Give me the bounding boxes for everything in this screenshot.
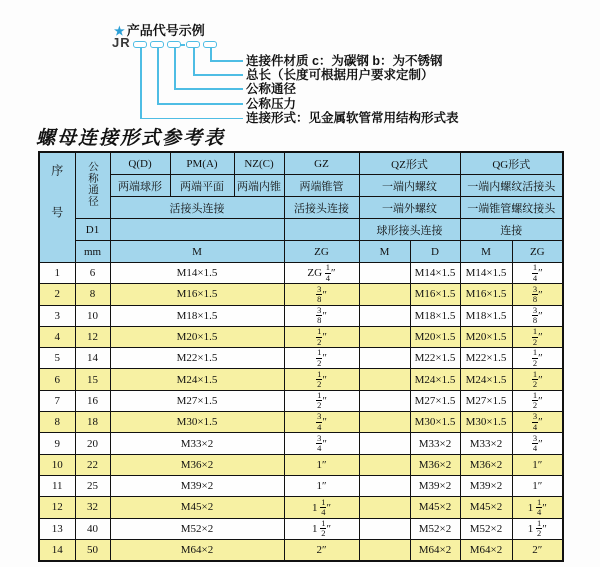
- connector-line: [157, 48, 159, 104]
- cell-qg-zg: $\frac{1}{2}$ ″: [512, 390, 563, 411]
- cell-mm: 25: [75, 475, 110, 496]
- cell-mm: 40: [75, 518, 110, 539]
- cell-gz: $\frac{3}{8}$ ″: [284, 284, 359, 305]
- header-qg-row3: 一端锥管螺纹接头: [460, 197, 563, 219]
- table-row: [39, 412, 563, 433]
- cell-qg-zg: $\frac{3}{8}$ ″: [512, 284, 563, 305]
- cell-m-thread: M39×2: [110, 475, 284, 496]
- cell-gz: $\frac{3}{8}$ ″: [284, 305, 359, 326]
- cell-gz: 1″: [284, 454, 359, 475]
- cell-qz-m: [359, 390, 410, 411]
- cell-qz-m: [359, 518, 410, 539]
- cell-qg-zg: $\frac{3}{4}$ ″: [512, 433, 563, 454]
- table-row: [39, 348, 563, 369]
- cell-gz: 1 $\frac{1}{2}$ ″: [284, 518, 359, 539]
- diagram-title-text: 产品代号示例: [126, 23, 205, 38]
- code-label-length: 总长（长度可根据用户要求定制）: [246, 68, 434, 82]
- cell-qz-m: [359, 305, 410, 326]
- cell-qg-m: M36×2: [460, 454, 512, 475]
- cell-qz-d: M64×2: [410, 539, 460, 561]
- header-qz-row2: 一端内螺纹: [359, 175, 460, 197]
- cell-qz-m: [359, 412, 410, 433]
- cell-qz-d: M22×1.5: [410, 348, 460, 369]
- table-row: [39, 369, 563, 390]
- table-row: [39, 305, 563, 326]
- code-box: [133, 41, 147, 48]
- cell-mm: 15: [75, 369, 110, 390]
- connector-line: [157, 103, 243, 105]
- cell-qg-zg: $\frac{1}{2}$ ″: [512, 348, 563, 369]
- cell-gz: $\frac{1}{2}$ ″: [284, 390, 359, 411]
- header-qg-row2: 一端内螺纹活接头: [460, 175, 563, 197]
- header-seq-label: 序号: [49, 164, 64, 248]
- connector-line: [140, 118, 243, 120]
- cell-qz-m: [359, 326, 410, 347]
- connector-line: [140, 48, 142, 119]
- header-code-gz: GZ: [284, 152, 359, 175]
- cell-qz-d: M30×1.5: [410, 412, 460, 433]
- header-code-nzc: NZ(C): [234, 152, 284, 175]
- cell-qz-d: M14×1.5: [410, 263, 460, 284]
- code-label-pressure: 公称压力: [246, 97, 297, 111]
- cell-mm: 20: [75, 433, 110, 454]
- cell-m-thread: M22×1.5: [110, 348, 284, 369]
- cell-m-thread: M14×1.5: [110, 263, 284, 284]
- cell-gz: 2″: [284, 539, 359, 561]
- cell-qz-m: [359, 539, 410, 561]
- connector-line: [193, 74, 243, 76]
- cell-qg-m: M20×1.5: [460, 326, 512, 347]
- cell-qz-d: M33×2: [410, 433, 460, 454]
- header-qg-zg: ZG: [512, 241, 563, 263]
- nut-connection-table: [38, 151, 564, 562]
- header-m: M: [110, 241, 284, 263]
- header-mm: mm: [75, 241, 110, 263]
- cell-qg-m: M22×1.5: [460, 348, 512, 369]
- cell-gz: ZG $\frac{1}{4}$ ″: [284, 263, 359, 284]
- cell-seq: 6: [39, 369, 75, 390]
- cell-mm: 16: [75, 390, 110, 411]
- header-seq: [39, 152, 75, 263]
- cell-qz-m: [359, 454, 410, 475]
- code-label-material: 连接件材质 c：为碳钢 b：为不锈钢: [246, 54, 443, 68]
- cell-m-thread: M52×2: [110, 518, 284, 539]
- cell-seq: 8: [39, 412, 75, 433]
- cell-qg-zg: 1 $\frac{1}{4}$ ″: [512, 497, 563, 518]
- cell-m-thread: M24×1.5: [110, 369, 284, 390]
- cell-seq: 9: [39, 433, 75, 454]
- cell-qg-m: M30×1.5: [460, 412, 512, 433]
- connector-line: [174, 48, 176, 89]
- code-dash: [180, 44, 185, 46]
- cell-m-thread: M64×2: [110, 539, 284, 561]
- code-box: [150, 41, 164, 48]
- connector-line: [210, 60, 243, 62]
- cell-seq: 10: [39, 454, 75, 475]
- header-qg-row4: 连接: [460, 219, 563, 241]
- cell-qg-m: M52×2: [460, 518, 512, 539]
- cell-mm: 12: [75, 326, 110, 347]
- cell-qz-m: [359, 369, 410, 390]
- header-desc-qd: 两端球形: [110, 175, 170, 197]
- cell-qz-m: [359, 284, 410, 305]
- cell-qz-d: M39×2: [410, 475, 460, 496]
- header-union-connect: 活接头连接: [110, 197, 284, 219]
- cell-qz-d: M52×2: [410, 518, 460, 539]
- table-row: [39, 390, 563, 411]
- cell-gz: 1″: [284, 475, 359, 496]
- connector-line: [174, 88, 243, 90]
- cell-gz: $\frac{1}{2}$ ″: [284, 369, 359, 390]
- cell-qg-m: M64×2: [460, 539, 512, 561]
- cell-mm: 50: [75, 539, 110, 561]
- header-code-pma: PM(A): [170, 152, 234, 175]
- table-row: [39, 518, 563, 539]
- cell-qg-zg: 1″: [512, 475, 563, 496]
- cell-seq: 7: [39, 390, 75, 411]
- star-icon: ★: [114, 24, 125, 38]
- header-qg-form: QG形式: [460, 152, 563, 175]
- cell-qz-m: [359, 475, 410, 496]
- cell-qg-m: M27×1.5: [460, 390, 512, 411]
- cell-seq: 13: [39, 518, 75, 539]
- table-row: [39, 263, 563, 284]
- cell-seq: 3: [39, 305, 75, 326]
- cell-qz-m: [359, 263, 410, 284]
- cell-qg-zg: $\frac{1}{4}$ ″: [512, 263, 563, 284]
- cell-qg-m: M45×2: [460, 497, 512, 518]
- cell-qg-m: M24×1.5: [460, 369, 512, 390]
- cell-qg-m: M18×1.5: [460, 305, 512, 326]
- cell-m-thread: M20×1.5: [110, 326, 284, 347]
- cell-m-thread: M33×2: [110, 433, 284, 454]
- cell-seq: 5: [39, 348, 75, 369]
- cell-seq: 12: [39, 497, 75, 518]
- cell-mm: 10: [75, 305, 110, 326]
- cell-qz-m: [359, 433, 410, 454]
- cell-qz-d: M45×2: [410, 497, 460, 518]
- cell-qg-zg: $\frac{3}{4}$ ″: [512, 412, 563, 433]
- header-qg-m: M: [460, 241, 512, 263]
- cell-gz: $\frac{3}{4}$ ″: [284, 433, 359, 454]
- cell-mm: 14: [75, 348, 110, 369]
- cell-qg-zg: 1 $\frac{1}{2}$ ″: [512, 518, 563, 539]
- header-qz-form: QZ形式: [359, 152, 460, 175]
- cell-m-thread: M27×1.5: [110, 390, 284, 411]
- cell-qg-zg: 2″: [512, 539, 563, 561]
- cell-mm: 22: [75, 454, 110, 475]
- header-code-qd: Q(D): [110, 152, 170, 175]
- header-qz-row4: 球形接头连接: [359, 219, 460, 241]
- cell-m-thread: M45×2: [110, 497, 284, 518]
- cell-mm: 32: [75, 497, 110, 518]
- cell-qz-m: [359, 348, 410, 369]
- header-nominal-label: 公称通径: [87, 161, 98, 207]
- code-label-connection: 连接形式：见金属软管常用结构形式表: [246, 111, 459, 125]
- header-desc-gz: 两端锥管: [284, 175, 359, 197]
- cell-qg-zg: $\frac{1}{2}$ ″: [512, 369, 563, 390]
- header-desc-pma: 两端平面: [170, 175, 234, 197]
- cell-m-thread: M36×2: [110, 454, 284, 475]
- cell-m-thread: M16×1.5: [110, 284, 284, 305]
- cell-mm: 8: [75, 284, 110, 305]
- cell-qg-zg: $\frac{3}{8}$ ″: [512, 305, 563, 326]
- cell-m-thread: M30×1.5: [110, 412, 284, 433]
- cell-gz: $\frac{1}{2}$ ″: [284, 326, 359, 347]
- header-d1: D1: [75, 219, 110, 241]
- header-qz-row3: 一端外螺纹: [359, 197, 460, 219]
- header-qz-m: M: [359, 241, 410, 263]
- header-desc-nzc: 两端内锥: [234, 175, 284, 197]
- cell-seq: 14: [39, 539, 75, 561]
- cell-qg-zg: 1″: [512, 454, 563, 475]
- cell-qz-d: M18×1.5: [410, 305, 460, 326]
- cell-mm: 6: [75, 263, 110, 284]
- cell-mm: 18: [75, 412, 110, 433]
- header-gz-connect: 活接头连接: [284, 197, 359, 219]
- cell-seq: 1: [39, 263, 75, 284]
- cell-qz-d: M20×1.5: [410, 326, 460, 347]
- cell-qg-zg: $\frac{1}{2}$ ″: [512, 326, 563, 347]
- cell-qz-d: M16×1.5: [410, 284, 460, 305]
- table-row: [39, 539, 563, 561]
- cell-qz-d: M36×2: [410, 454, 460, 475]
- cell-qg-m: M16×1.5: [460, 284, 512, 305]
- cell-qz-d: M27×1.5: [410, 390, 460, 411]
- table-row: [39, 454, 563, 475]
- code-label-diameter: 公称通径: [246, 82, 297, 96]
- cell-qz-d: M24×1.5: [410, 369, 460, 390]
- cell-gz: 1 $\frac{1}{4}$ ″: [284, 497, 359, 518]
- cell-gz: $\frac{3}{4}$ ″: [284, 412, 359, 433]
- table-row: [39, 284, 563, 305]
- cell-seq: 2: [39, 284, 75, 305]
- header-zg: ZG: [284, 241, 359, 263]
- header-qz-d: D: [410, 241, 460, 263]
- cell-gz: $\frac{1}{2}$ ″: [284, 348, 359, 369]
- cell-m-thread: M18×1.5: [110, 305, 284, 326]
- table-title: 螺母连接形式参考表: [36, 128, 226, 149]
- table-body: [39, 263, 563, 562]
- table-row: [39, 433, 563, 454]
- code-box: [203, 41, 217, 48]
- header-blank: [284, 219, 359, 241]
- code-box: [186, 41, 200, 48]
- table-row: [39, 326, 563, 347]
- table-row: [39, 497, 563, 518]
- cell-qg-m: M33×2: [460, 433, 512, 454]
- connector-line: [193, 48, 195, 75]
- cell-seq: 4: [39, 326, 75, 347]
- header-blank: [110, 219, 284, 241]
- table-row: [39, 475, 563, 496]
- cell-qg-m: M14×1.5: [460, 263, 512, 284]
- cell-qg-m: M39×2: [460, 475, 512, 496]
- table-header: [39, 152, 563, 263]
- code-box: [167, 41, 181, 48]
- cell-seq: 11: [39, 475, 75, 496]
- cell-qz-m: [359, 497, 410, 518]
- header-nominal-diameter: [75, 152, 110, 219]
- code-prefix: JR: [112, 35, 131, 50]
